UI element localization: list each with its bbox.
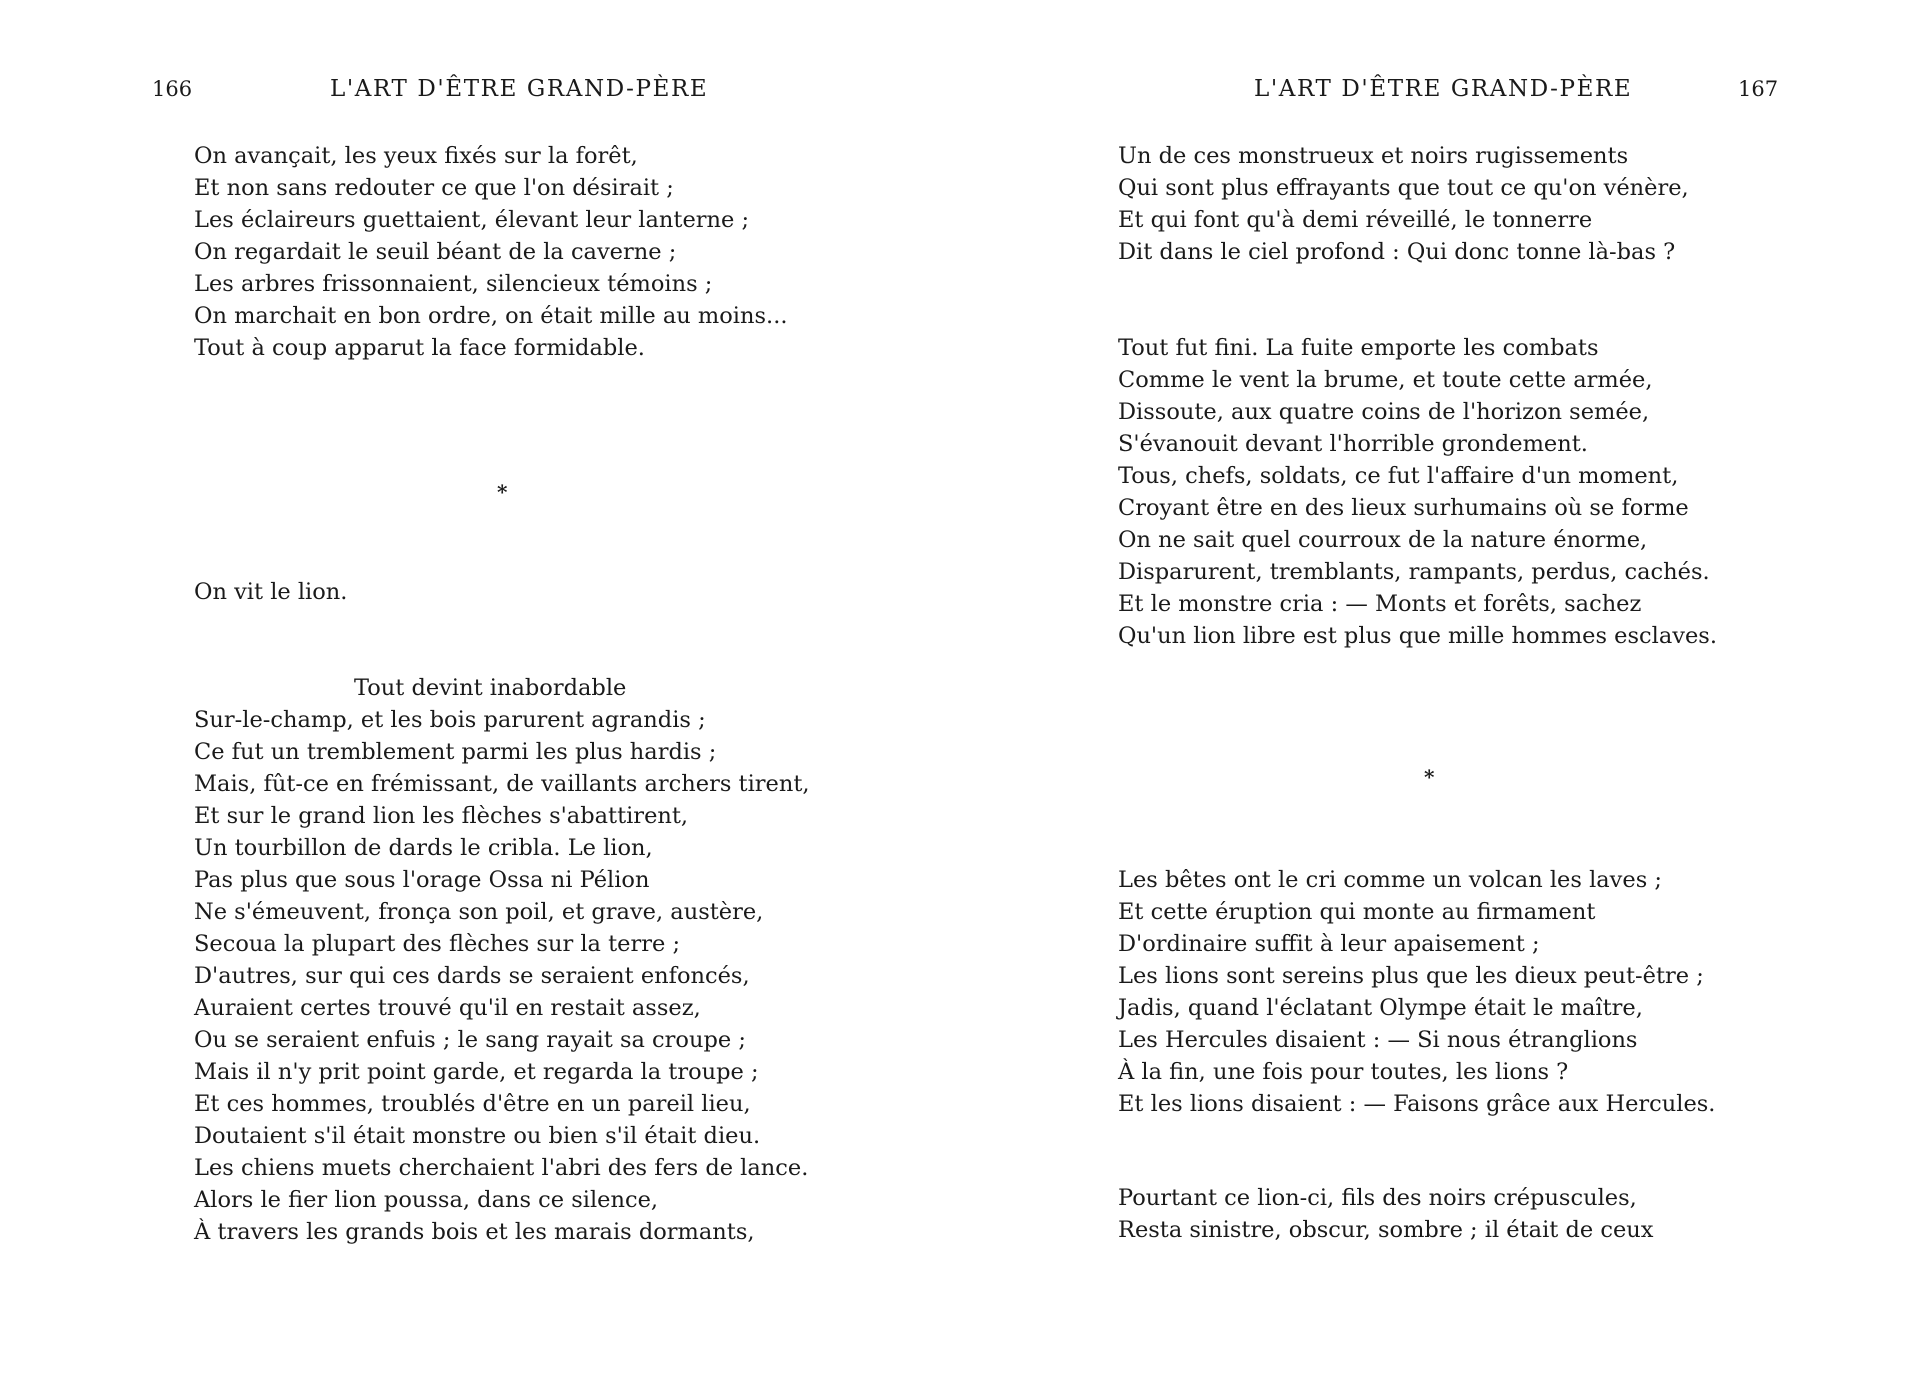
verse-line: Les lions sont sereins plus que les dieux peut-être ; xyxy=(1118,963,1704,989)
verse-line: D'ordinaire suffit à leur apaisement ; xyxy=(1118,931,1540,957)
verse-line: Comme le vent la brume, et toute cette armée, xyxy=(1118,367,1653,393)
verse-line: Ou se seraient enfuis ; le sang rayait sa croupe ; xyxy=(194,1027,746,1053)
verse-line: Et qui font qu'à demi réveillé, le tonnerre xyxy=(1118,207,1593,233)
verse-line: Et ces hommes, troublés d'être en un pareil lieu, xyxy=(194,1091,751,1117)
verse-line: Jadis, quand l'éclatant Olympe était le maître, xyxy=(1118,995,1643,1021)
verse-line: Doutaient s'il était monstre ou bien s'il était dieu. xyxy=(194,1123,761,1149)
verse-line: À la fin, une fois pour toutes, les lions ? xyxy=(1118,1059,1569,1085)
verse-line: Qui sont plus effrayants que tout ce qu'on vénère, xyxy=(1118,175,1689,201)
section-asterism: * xyxy=(1424,765,1435,789)
verse-line: On marchait en bon ordre, on était mille au moins... xyxy=(194,303,788,329)
verse-line: Les Hercules disaient : — Si nous étranglions xyxy=(1118,1027,1638,1053)
stanza xyxy=(1118,1182,1653,1246)
verse-line: Mais, fût-ce en frémissant, de vaillants archers tirent, xyxy=(194,771,810,797)
verse-line: Et cette éruption qui monte au firmament xyxy=(1118,899,1596,925)
stanza xyxy=(194,576,347,608)
verse-line: Et sur le grand lion les flèches s'abattirent, xyxy=(194,803,689,829)
verse-line: Un tourbillon de dards le cribla. Le lion, xyxy=(194,835,653,861)
running-head: L'ART D'ÊTRE GRAND-PÈRE xyxy=(1254,76,1633,102)
verse-line: D'autres, sur qui ces dards se seraient enfoncés, xyxy=(194,963,750,989)
verse-line: Auraient certes trouvé qu'il en restait assez, xyxy=(194,995,701,1021)
verse-line: Ce fut un tremblement parmi les plus hardis ; xyxy=(194,739,717,765)
verse-line: Les arbres frissonnaient, silencieux témoins ; xyxy=(194,271,713,297)
verse-line: On vit le lion. xyxy=(194,579,348,605)
verse-line: Dit dans le ciel profond : Qui donc tonne là-bas ? xyxy=(1118,239,1676,265)
verse-line: Mais il n'y prit point garde, et regarda la troupe ; xyxy=(194,1059,759,1085)
verse-line: À travers les grands bois et les marais dormants, xyxy=(194,1219,755,1245)
verse-line-indented: Tout devint inabordable xyxy=(354,675,627,701)
stanza xyxy=(1118,332,1717,652)
stanza xyxy=(194,672,810,1248)
verse-line: Un de ces monstrueux et noirs rugissements xyxy=(1118,143,1629,169)
verse-line: Resta sinistre, obscur, sombre ; il était de ceux xyxy=(1118,1217,1654,1243)
verse-line: Ne s'émeuvent, fronça son poil, et grave, austère, xyxy=(194,899,764,925)
verse-line: Pourtant ce lion-ci, fils des noirs crépuscules, xyxy=(1118,1185,1637,1211)
verse-line: Tous, chefs, soldats, ce fut l'affaire d'un moment, xyxy=(1118,463,1679,489)
verse-line: Dissoute, aux quatre coins de l'horizon semée, xyxy=(1118,399,1650,425)
page-number: 167 xyxy=(1738,77,1779,101)
page-number: 166 xyxy=(152,77,193,101)
verse-line: Les éclaireurs guettaient, élevant leur lanterne ; xyxy=(194,207,750,233)
verse-line: Disparurent, tremblants, rampants, perdus, cachés. xyxy=(1118,559,1710,585)
stanza xyxy=(1118,864,1715,1120)
verse-line: S'évanouit devant l'horrible grondement. xyxy=(1118,431,1588,457)
verse-line: Et les lions disaient : — Faisons grâce aux Hercules. xyxy=(1118,1091,1716,1117)
stanza xyxy=(1118,140,1689,268)
verse-line: Qu'un lion libre est plus que mille hommes esclaves. xyxy=(1118,623,1717,649)
verse-line: Les chiens muets cherchaient l'abri des fers de lance. xyxy=(194,1155,809,1181)
section-asterism: * xyxy=(497,480,508,504)
verse-line: On ne sait quel courroux de la nature énorme, xyxy=(1118,527,1648,553)
verse-line: Tout fut fini. La fuite emporte les combats xyxy=(1118,335,1599,361)
verse-line: On avançait, les yeux fixés sur la forêt, xyxy=(194,143,638,169)
verse-line: Et le monstre cria : — Monts et forêts, sachez xyxy=(1118,591,1642,617)
right-page xyxy=(960,0,1920,1381)
verse-line: Alors le fier lion poussa, dans ce silence, xyxy=(194,1187,659,1213)
verse-line: Et non sans redouter ce que l'on désirait ; xyxy=(194,175,674,201)
verse-line: Pas plus que sous l'orage Ossa ni Pélion xyxy=(194,867,650,893)
verse-line: Tout à coup apparut la face formidable. xyxy=(194,335,645,361)
verse-line: Sur-le-champ, et les bois parurent agrandis ; xyxy=(194,707,706,733)
verse-line: Croyant être en des lieux surhumains où se forme xyxy=(1118,495,1689,521)
stanza xyxy=(194,140,788,364)
verse-line: Les bêtes ont le cri comme un volcan les laves ; xyxy=(1118,867,1662,893)
verse-line: On regardait le seuil béant de la caverne ; xyxy=(194,239,677,265)
verse-line: Secoua la plupart des flèches sur la terre ; xyxy=(194,931,681,957)
running-head: L'ART D'ÊTRE GRAND-PÈRE xyxy=(330,76,709,102)
